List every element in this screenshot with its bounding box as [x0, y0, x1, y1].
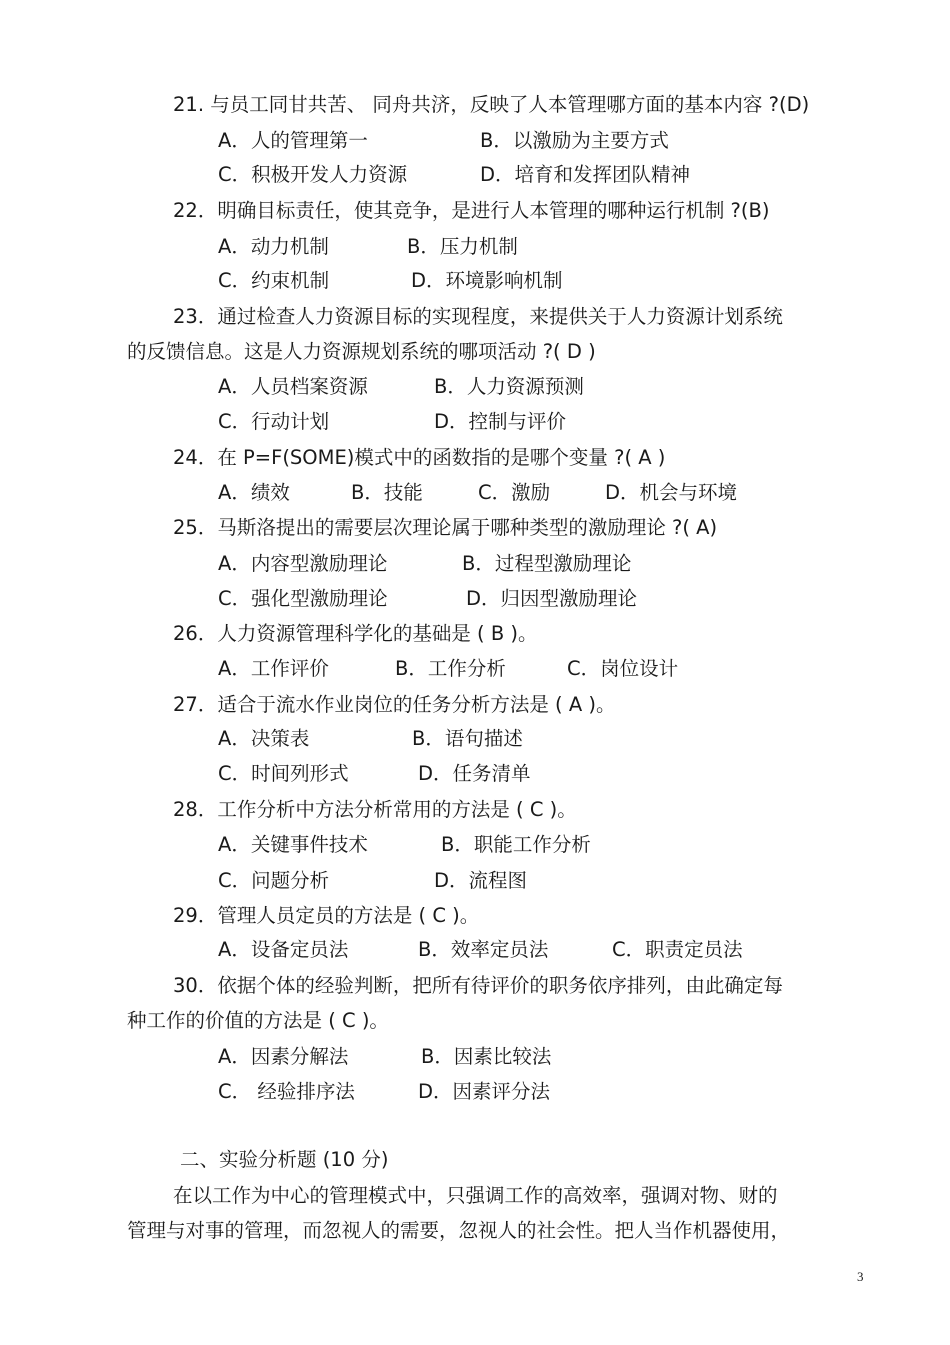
question-22-stem: 22．明确目标责任，使其竞争，是进行人本管理的哪种运行机制 ?(B)	[173, 199, 770, 222]
question-21-stem: 21. 与员工同甘共苦、 同舟共济，反映了人本管理哪方面的基本内容 ?(D)	[173, 93, 810, 116]
question-27-option-c: C．时间列形式	[218, 762, 349, 785]
question-25-option-c: C．强化型激励理论	[218, 587, 388, 610]
question-24-option-c: C．激励	[478, 481, 551, 504]
question-23-option-d: D．控制与评价	[434, 410, 567, 433]
question-28-option-c: C．问题分析	[218, 869, 330, 892]
question-23-option-b: B．人力资源预测	[434, 375, 584, 398]
question-30-stem-line-1: 30．依据个体的经验判断，把所有待评价的职务依序排列，由此确定每	[173, 974, 783, 997]
question-21-option-c: C．积极开发人力资源	[218, 163, 408, 186]
question-22-option-d: D．环境影响机制	[411, 269, 563, 292]
question-25-option-a: A．内容型激励理论	[218, 552, 388, 575]
question-24-option-a: A．绩效	[218, 481, 290, 504]
question-23-option-a: A．人员档案资源	[218, 375, 368, 398]
question-30-stem-line-2: 种工作的价值的方法是 ( C )。	[127, 1009, 389, 1032]
question-27-stem: 27．适合于流水作业岗位的任务分析方法是 ( A )。	[173, 693, 616, 716]
question-21-option-b: B．以激励为主要方式	[480, 129, 669, 152]
question-22-option-c: C．约束机制	[218, 269, 330, 292]
question-24-option-b: B．技能	[351, 481, 423, 504]
page-number: 3	[857, 1269, 864, 1284]
question-27-option-a: A．决策表	[218, 727, 310, 750]
question-24-option-d: D．机会与环境	[605, 481, 738, 504]
question-27-option-b: B．语句描述	[412, 727, 523, 750]
question-29-option-c: C．职责定员法	[612, 938, 743, 961]
question-21-option-a: A．人的管理第一	[218, 129, 368, 152]
question-30-option-b: B．因素比较法	[421, 1045, 552, 1068]
question-25-option-b: B．过程型激励理论	[462, 552, 632, 575]
question-28-option-a: A．关键事件技术	[218, 833, 368, 856]
question-30-option-d: D．因素评分法	[418, 1080, 551, 1103]
question-29-option-b: B．效率定员法	[418, 938, 549, 961]
question-26-option-b: B．工作分析	[395, 657, 506, 680]
question-26-option-c: C．岗位设计	[567, 657, 679, 680]
question-21-option-d: D．培育和发挥团队精神	[480, 163, 691, 186]
question-22-option-b: B．压力机制	[407, 235, 518, 258]
question-26-option-a: A．工作评价	[218, 657, 329, 680]
question-28-option-d: D．流程图	[434, 869, 528, 892]
question-26-stem: 26．人力资源管理科学化的基础是 ( B )。	[173, 622, 538, 645]
question-27-option-d: D．任务清单	[418, 762, 531, 785]
question-29-option-a: A．设备定员法	[218, 938, 349, 961]
question-23-stem-line-2: 的反馈信息。这是人力资源规划系统的哪项活动 ?( D )	[127, 340, 596, 363]
question-28-stem: 28．工作分析中方法分析常用的方法是 ( C )。	[173, 798, 577, 821]
section-2-paragraph-line-1: 在以工作为中心的管理模式中，只强调工作的高效率，强调对物、财的	[173, 1184, 778, 1207]
section-2-heading: 二、实验分析题 (10 分)	[180, 1148, 389, 1171]
section-2-paragraph-line-2: 管理与对事的管理，而忽视人的需要，忽视人的社会性。把人当作机器使用，	[127, 1219, 791, 1242]
question-25-option-d: D．归因型激励理论	[466, 587, 638, 610]
question-29-stem: 29．管理人员定员的方法是 ( C )。	[173, 904, 480, 927]
question-28-option-b: B．职能工作分析	[441, 833, 591, 856]
question-23-option-c: C．行动计划	[218, 410, 330, 433]
question-25-stem: 25．马斯洛提出的需要层次理论属于哪种类型的激励理论 ?( A)	[173, 516, 718, 539]
question-30-option-c: C． 经验排序法	[218, 1080, 355, 1103]
question-23-stem-line-1: 23．通过检查人力资源目标的实现程度，来提供关于人力资源计划系统	[173, 305, 783, 328]
question-22-option-a: A．动力机制	[218, 235, 329, 258]
question-24-stem: 24．在 P=F(SOME)模式中的函数指的是哪个变量 ?( A )	[173, 446, 666, 469]
question-30-option-a: A．因素分解法	[218, 1045, 349, 1068]
